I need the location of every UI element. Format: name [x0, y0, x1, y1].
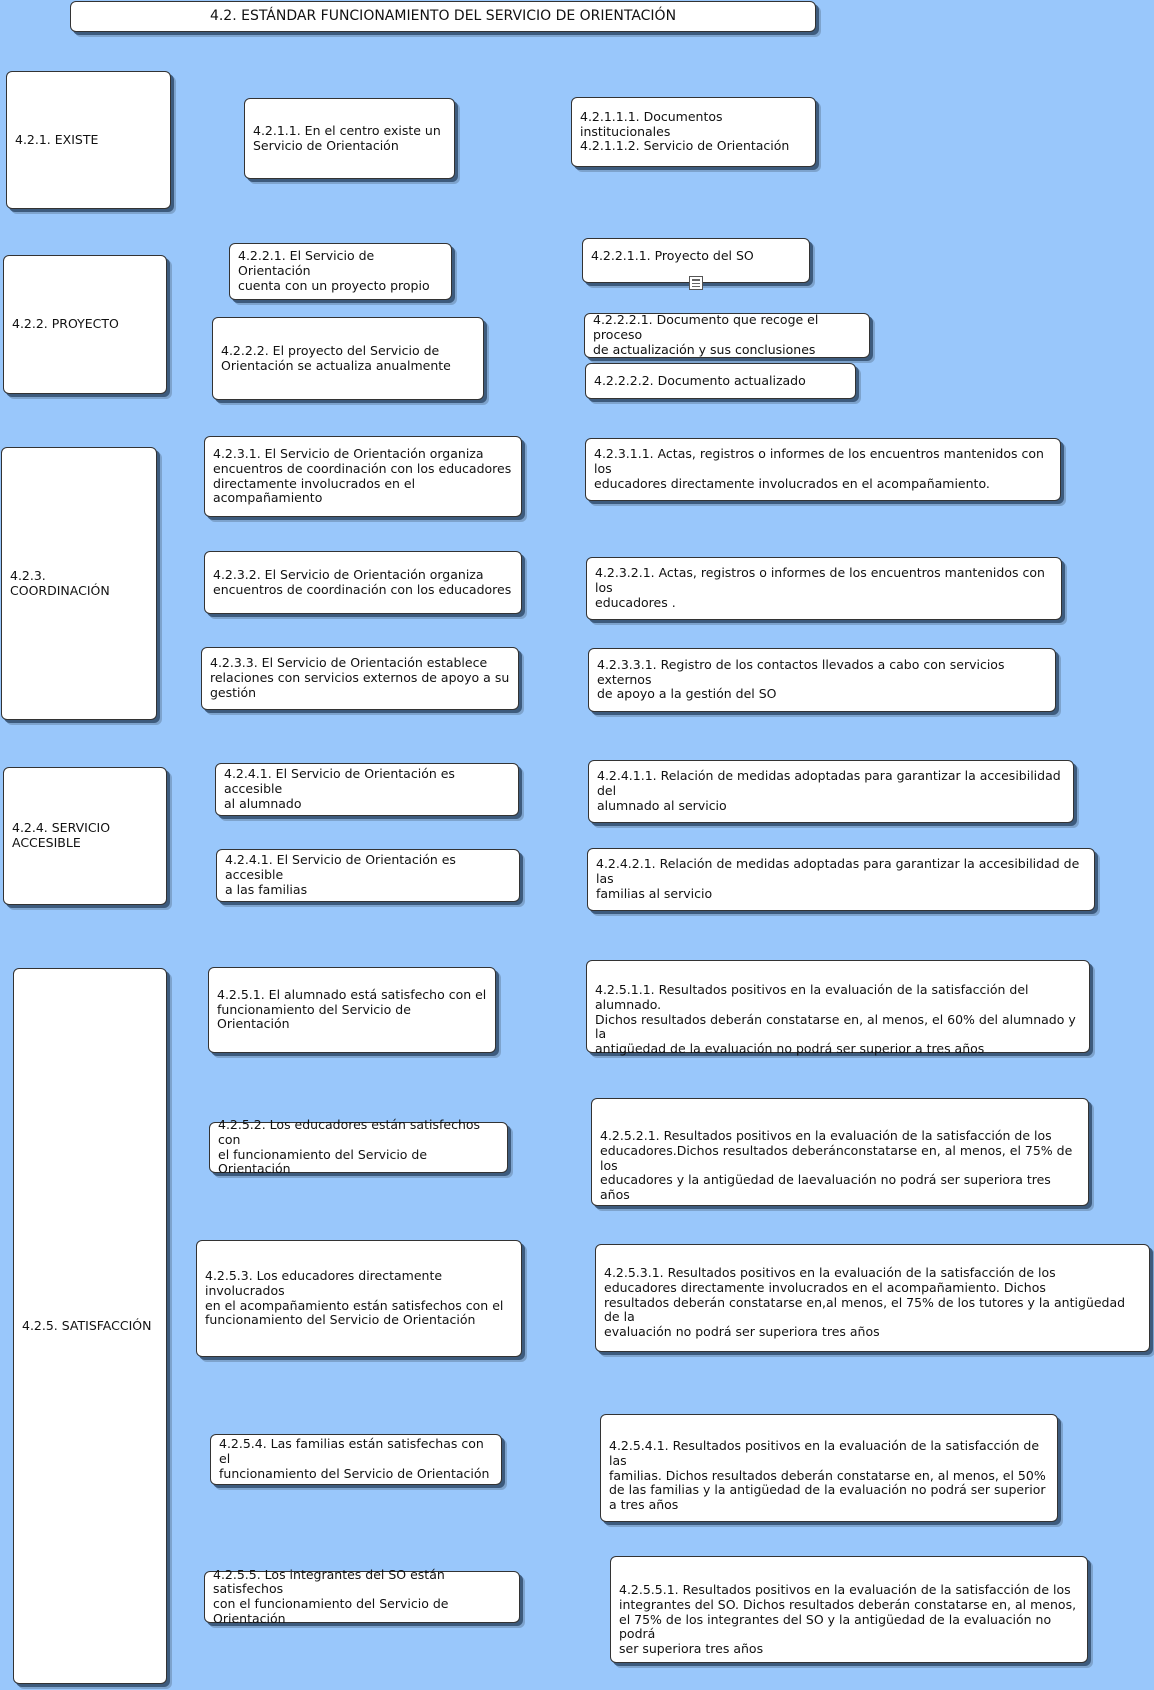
criterion-4-2-5-4: 4.2.5.4. Las familias están satisfechas con el funcionamiento del Servicio de Orientación	[210, 1434, 502, 1485]
evidence-4-2-3-2-1: 4.2.3.2.1. Actas, registros o informes de los encuentros mantenidos con los educadores .	[586, 557, 1062, 620]
evidence-4-2-3-3-1: 4.2.3.3.1. Registro de los contactos llevados a cabo con servicios externos de apoyo a la gestión del SO	[588, 648, 1056, 712]
section-satisfaccion: 4.2.5. SATISFACCIÓN	[13, 968, 167, 1684]
criterion-4-2-5-2: 4.2.5.2. Los educadores están satisfechos con el funcionamiento del Servicio de Orientación	[209, 1122, 508, 1173]
evidence-4-2-1-1: 4.2.1.1.1. Documentos institucionales 4.2.1.1.2. Servicio de Orientación	[571, 97, 816, 167]
evidence-4-2-4-2-1: 4.2.4.2.1. Relación de medidas adoptadas para garantizar la accesibilidad de las familias al servicio	[587, 848, 1095, 911]
evidence-4-2-4-1-1: 4.2.4.1.1. Relación de medidas adoptadas para garantizar la accesibilidad del alumnado al servicio	[588, 760, 1074, 823]
evidence-4-2-5-3-1: 4.2.5.3.1. Resultados positivos en la evaluación de la satisfacción de los educadores directamente involucrados en el acompañamiento. Dichos resultados deberán constatarse en,al menos, el 75% de los tutores y la antigüedad de la evaluación no podrá ser superiora tres años	[595, 1244, 1150, 1352]
evidence-4-2-5-4-1: 4.2.5.4.1. Resultados positivos en la evaluación de la satisfacción de las familias. Dichos resultados deberán constatarse en, al menos, el 50% de las familias y la antigüedad de la evaluación no podrá ser superior a tres años	[600, 1414, 1058, 1522]
criterion-4-2-2-1: 4.2.2.1. El Servicio de Orientación cuenta con un proyecto propio	[229, 243, 452, 300]
evidence-4-2-5-1-1: 4.2.5.1.1. Resultados positivos en la evaluación de la satisfacción del alumnado. Dichos resultados deberán constatarse en, al menos, el 60% del alumnado y la antigüedad de la evaluación no podrá ser superior a tres años	[586, 960, 1090, 1053]
evidence-4-2-2-2-2: 4.2.2.2.2. Documento actualizado	[585, 363, 856, 399]
criterion-4-2-2-2: 4.2.2.2. El proyecto del Servicio de Orientación se actualiza anualmente	[212, 317, 484, 400]
section-servicio-accesible: 4.2.4. SERVICIO ACCESIBLE	[3, 767, 167, 905]
section-existe: 4.2.1. EXISTE	[6, 71, 171, 209]
criterion-4-2-4-1-familias: 4.2.4.1. El Servicio de Orientación es accesible a las familias	[216, 849, 520, 902]
criterion-4-2-1-1: 4.2.1.1. En el centro existe un Servicio de Orientación	[244, 98, 455, 179]
criterion-4-2-3-2: 4.2.3.2. El Servicio de Orientación organiza encuentros de coordinación con los educadores	[204, 551, 522, 614]
evidence-4-2-3-1-1: 4.2.3.1.1. Actas, registros o informes de los encuentros mantenidos con los educadores directamente involucrados en el acompañamiento.	[585, 438, 1061, 501]
evidence-4-2-5-5-1: 4.2.5.5.1. Resultados positivos en la evaluación de la satisfacción de los integrantes del SO. Dichos resultados deberán constatarse en, al menos, el 75% de los integrantes del SO y la antigüedad de la evaluación no podrá ser superiora tres años	[610, 1556, 1088, 1663]
criterion-4-2-4-1-alumnado: 4.2.4.1. El Servicio de Orientación es accesible al alumnado	[215, 763, 519, 816]
section-proyecto: 4.2.2. PROYECTO	[3, 255, 167, 394]
note-icon[interactable]	[689, 276, 703, 290]
criterion-4-2-5-3: 4.2.5.3. Los educadores directamente involucrados en el acompañamiento están satisfechos con el funcionamiento del Servicio de Orientación	[196, 1240, 522, 1357]
criterion-4-2-5-1: 4.2.5.1. El alumnado está satisfecho con el funcionamiento del Servicio de Orientación	[208, 967, 496, 1053]
page-title: 4.2. ESTÁNDAR FUNCIONAMIENTO DEL SERVICIO DE ORIENTACIÓN	[70, 1, 816, 32]
section-coordinacion: 4.2.3. COORDINACIÓN	[1, 447, 157, 720]
evidence-4-2-2-1-1: 4.2.2.1.1. Proyecto del SO	[582, 238, 810, 283]
evidence-4-2-2-2-1: 4.2.2.2.1. Documento que recoge el proceso de actualización y sus conclusiones	[584, 313, 870, 358]
criterion-4-2-5-5: 4.2.5.5. Los integrantes del SO están satisfechos con el funcionamiento del Servicio de Orientación	[204, 1571, 520, 1623]
criterion-4-2-3-3: 4.2.3.3. El Servicio de Orientación establece relaciones con servicios externos de apoyo a su gestión	[201, 647, 519, 710]
evidence-4-2-5-2-1: 4.2.5.2.1. Resultados positivos en la evaluación de la satisfacción de los educadores.Dichos resultados deberánconstatarse en, al menos, el 75% de los educadores y la antigüedad de laevaluación no podrá ser superiora tres años	[591, 1098, 1089, 1206]
criterion-4-2-3-1: 4.2.3.1. El Servicio de Orientación organiza encuentros de coordinación con los educadores directamente involucrados en el acompañamiento	[204, 436, 522, 517]
